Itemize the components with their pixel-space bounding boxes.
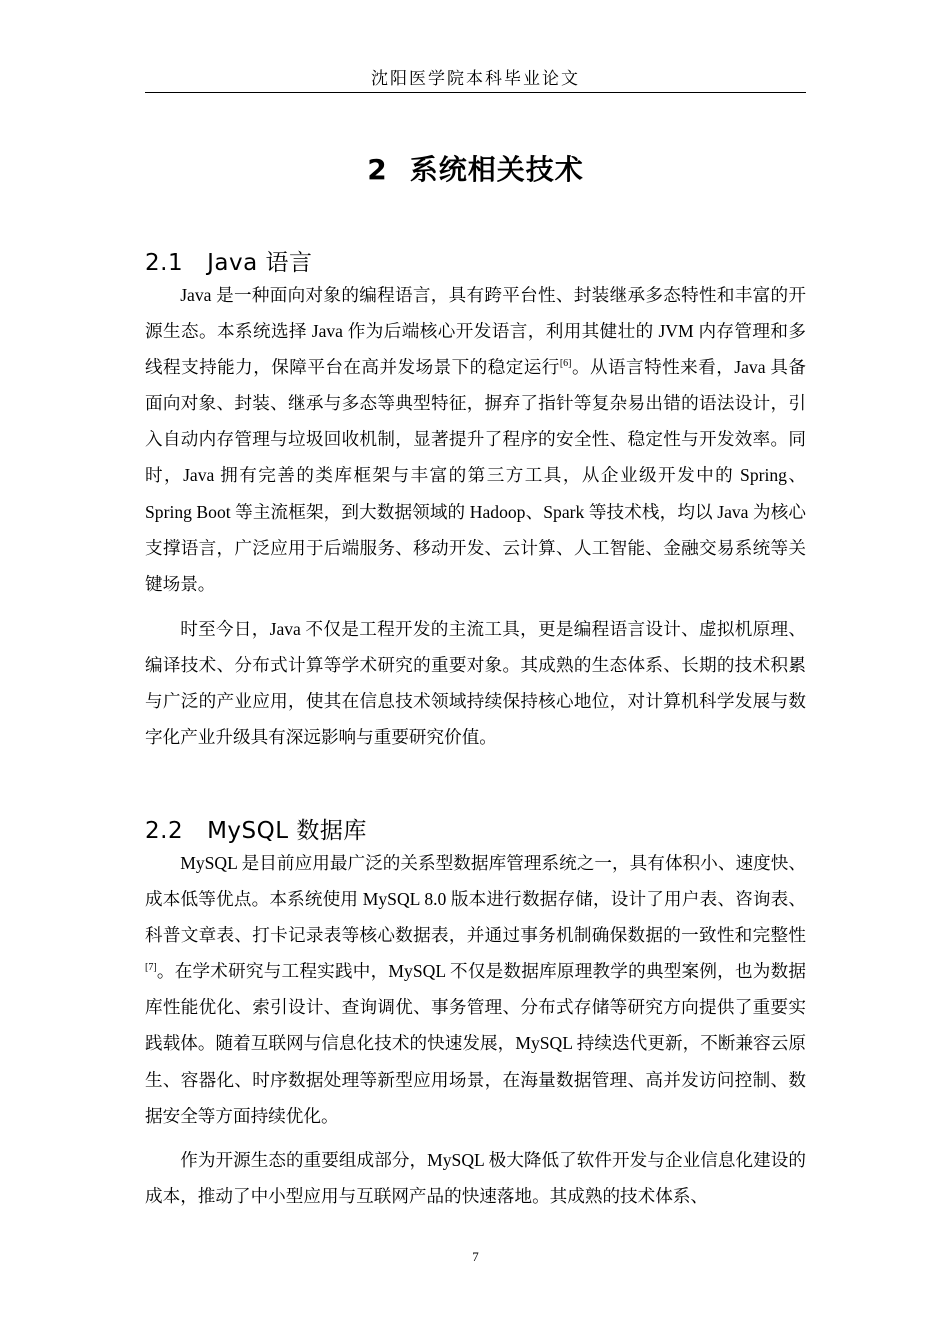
chapter-title-text: 系统相关技术	[409, 153, 584, 186]
section-title-text: MySQL 数据库	[207, 818, 367, 844]
paragraph-mysql-opensource	[145, 1142, 806, 1214]
section-title-text: Java 语言	[207, 250, 313, 276]
paragraph-text: MySQL 是目前应用最广泛的关系型数据库管理系统之一，具有体积小、速度快、成本低等优点。本系统使用 MySQL 8.0 版本进行数据存储，设计了用户表、咨询表、科普文章表、打卡记录表等核心数据表，并通过事务机制确保数据的一致性和完整性	[145, 853, 806, 946]
paragraph-mysql-intro	[145, 845, 806, 1134]
citation-ref: [6]	[559, 358, 572, 370]
section-number: 2.1	[145, 250, 184, 276]
running-header: 沈阳医学院本科毕业论文	[371, 69, 580, 89]
section-heading-mysql	[145, 812, 806, 845]
paragraph-text: 时至今日，Java 不仅是工程开发的主流工具，更是编程语言设计、虚拟机原理、编译技术、分布式计算等学术研究的重要对象。其成熟的生态体系、长期的技术积累与广泛的产业应用，使其在信息技术领域持续保持核心地位，对计算机科学发展与数字化产业升级具有深远影响与重要研究价值。	[145, 619, 806, 748]
section-heading-java	[145, 244, 806, 277]
paragraph-text: Java 是一种面向对象的编程语言，具有跨平台性、封装继承多态特性和丰富的开源生态。本系统选择 Java 作为后端核心开发语言，利用其健壮的 JVM 内存管理和多线程支持能力，保障平台在高并发场景下的稳定运行	[145, 285, 806, 378]
page-number: 7	[472, 1249, 479, 1264]
paragraph-java-intro	[145, 277, 806, 602]
chapter-number: 2	[367, 153, 388, 186]
paragraph-text: 。在学术研究与工程实践中，MySQL 不仅是数据库原理教学的典型案例，也为数据库性能优化、索引设计、查询调优、事务管理、分布式存储等研究方向提供了重要实践载体。随着互联网与信息化技术的快速发展，MySQL 持续迭代更新，不断兼容云原生、容器化、时序数据处理等新型应用场景，在海量数据管理、高并发访问控制、数据安全等方面持续优化。	[145, 961, 806, 1126]
paragraph-java-significance	[145, 611, 806, 755]
header-divider	[145, 92, 806, 93]
paragraph-text: 作为开源生态的重要组成部分，MySQL 极大降低了软件开发与企业信息化建设的成本，推动了中小型应用与互联网产品的快速落地。其成熟的技术体系、	[145, 1150, 806, 1207]
section-number: 2.2	[145, 818, 184, 844]
chapter-title	[145, 148, 806, 188]
citation-ref: [7]	[145, 962, 157, 974]
paragraph-text: 。从语言特性来看，Java 具备面向对象、封装、继承与多态等典型特征，摒弃了指针等复杂易出错的语法设计，引入自动内存管理与垃圾回收机制，显著提升了程序的安全性、稳定性与开发效率。同时，Java 拥有完善的类库框架与丰富的第三方工具，从企业级开发中的 Spring、Spring Boot 等主流框架，到大数据领域的 Hadoop、Spark 等技术栈，均以 Java 为核心支撑语言，广泛应用于后端服务、移动开发、云计算、人工智能、金融交易系统等关键场景。	[145, 357, 806, 594]
